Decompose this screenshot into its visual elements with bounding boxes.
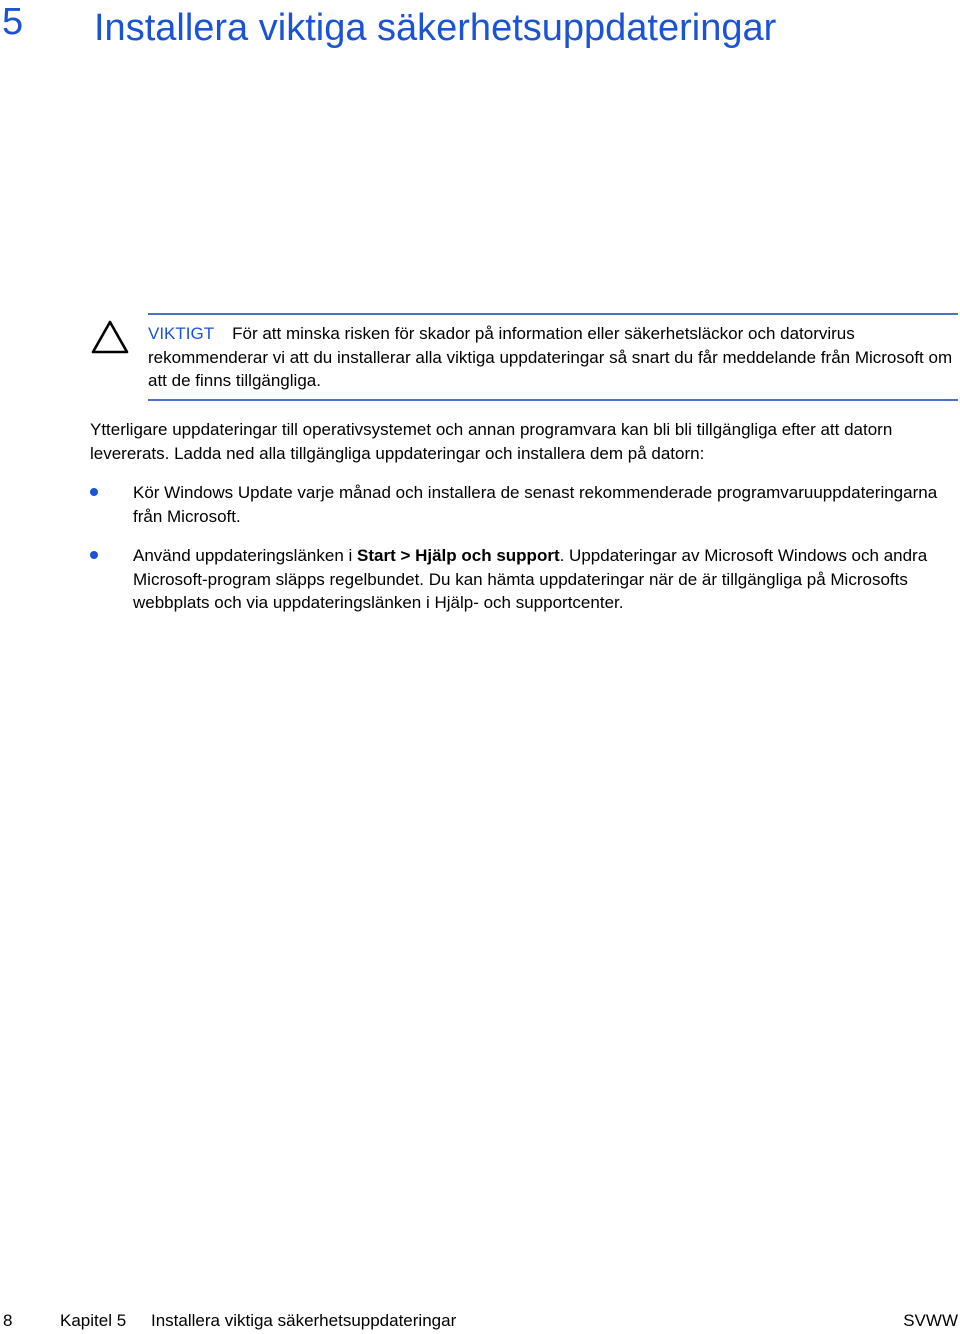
list-item-text-after: . Uppdateringar av Microsoft Windows och andra Microsoft-program släpps regelbundet. Du kan hämta uppdateringar när de är tillgängliga på Microsofts webbplats och via uppdateringslänken i Hjälp- och supportcenter. bbox=[133, 546, 928, 612]
page-number: 8 bbox=[3, 1311, 13, 1330]
menu-path: Start > Hjälp och support bbox=[357, 546, 560, 565]
intro-paragraph: Ytterligare uppdateringar till operativsystemet och annan programvara kan bli bli tillgängliga efter att datorn levererats. Ladda ned alla tillgängliga uppdateringar och installera dem på datorn: bbox=[90, 420, 893, 463]
footer-doc-code: SVWW bbox=[903, 1311, 958, 1330]
bullet-icon bbox=[90, 488, 98, 496]
warning-icon bbox=[90, 319, 130, 355]
important-note bbox=[90, 313, 958, 400]
note-text-block bbox=[148, 322, 958, 393]
page-footer bbox=[0, 1308, 960, 1334]
note-label: VIKTIGT bbox=[148, 324, 215, 343]
chapter-number: 5 bbox=[2, 1, 24, 43]
note-bottom-rule bbox=[148, 399, 958, 401]
list-item bbox=[90, 481, 950, 528]
update-steps-list bbox=[90, 481, 950, 631]
list-item-text-before: Använd uppdateringslänken i bbox=[133, 546, 357, 565]
list-item bbox=[90, 544, 950, 615]
footer-chapter-title: Installera viktiga säkerhetsuppdateringar bbox=[151, 1311, 457, 1330]
list-item-text: Kör Windows Update varje månad och installera de senast rekommenderade programvaruuppdateringarna från Microsoft. bbox=[133, 483, 938, 526]
bullet-icon bbox=[90, 551, 98, 559]
note-top-rule bbox=[148, 313, 958, 315]
note-body: För att minska risken för skador på information eller säkerhetsläckor och datorvirus rekommenderar vi att du installerar alla viktiga uppdateringar så snart du får meddelande från Microsoft om att de finns tillgängliga. bbox=[148, 324, 953, 390]
footer-chapter-label: Kapitel 5 bbox=[60, 1311, 127, 1330]
chapter-title: Installera viktiga säkerhetsuppdateringar bbox=[94, 7, 777, 49]
